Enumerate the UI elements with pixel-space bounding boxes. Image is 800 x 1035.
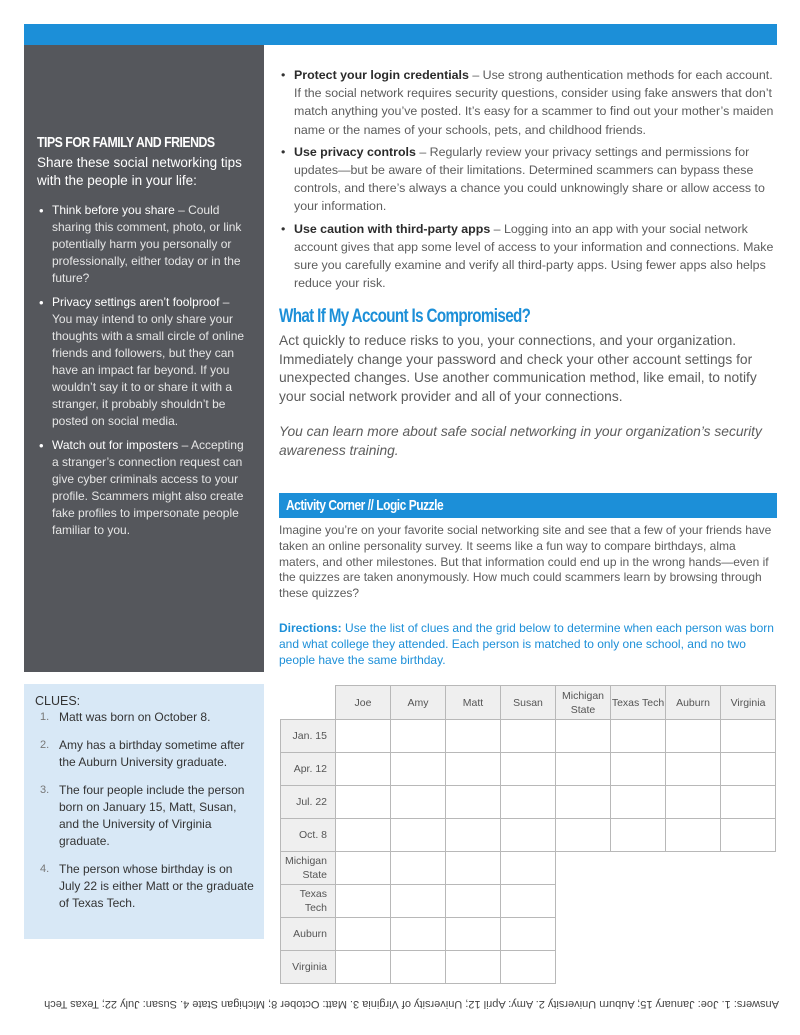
compromised-heading: What If My Account Is Compromised? [279,306,531,328]
grid-cell[interactable] [390,785,446,819]
answer-key: Answers: 1. Joe: January 15; Auburn University 2. Amy: April 12; University of Virginia 3. Matt: October 8; Michigan State 4. Susan: July 22; Texas Tech [44,998,779,1010]
clue-item: 2. Amy has a birthday sometime after the Auburn University graduate. [40,738,245,769]
grid-row-header: Auburn [280,917,336,951]
header-accent-bar [24,24,777,45]
grid-row-header: Apr. 12 [280,752,336,786]
grid-cell[interactable] [445,752,501,786]
clue-item: 3. The four people include the person born on January 15, Matt, Susan, and the University of Virginia graduate. [40,783,245,848]
sidebar-subtitle: Share these social networking tips with the people in your life: [37,155,242,188]
grid-row-header: Texas Tech [280,884,336,918]
grid-column-header: Virginia [720,685,776,720]
grid-cell[interactable] [335,785,391,819]
grid-row-header: Michigan State [280,851,336,885]
grid-cell[interactable] [720,719,776,753]
activity-header [279,493,777,518]
grid-cell[interactable] [665,719,721,753]
grid-column-header: Michigan State [555,685,611,720]
grid-cell[interactable] [500,752,556,786]
grid-cell[interactable] [335,917,391,951]
tip-item: • Think before you share – Could sharing this comment, photo, or link potentially harm you personally or professionally, either today or in the future? [37,202,251,287]
compromised-body: Act quickly to reduce risks to you, your connections, and your organization. Immediately change your password and check your other account settings for unexpected changes. Use another communication method, like email, to notify your social network provider and all of your connections. [279,333,757,404]
grid-cell[interactable] [500,785,556,819]
grid-cell[interactable] [610,752,666,786]
grid-cell[interactable] [500,950,556,984]
bullet-item: • Use privacy controls – Regularly review your privacy settings and permissions for updates—but be aware of their limitations. Determined scammers can bypass these controls, and there’s always a chance you could unknowingly share or allow access to your information. [279,143,777,216]
grid-cell[interactable] [665,752,721,786]
grid-column-header: Texas Tech [610,685,666,720]
grid-cell[interactable] [720,785,776,819]
main-column [279,66,777,460]
grid-cell[interactable] [500,818,556,852]
grid-row-header: Virginia [280,950,336,984]
grid-cell[interactable] [720,752,776,786]
grid-cell[interactable] [390,719,446,753]
safety-bullets [279,66,777,292]
sidebar-title: TIPS FOR FAMILY AND FRIENDS [37,134,215,151]
clue-item: 1. Matt was born on October 8. [40,710,211,724]
training-note: You can learn more about safe social networking in your organization’s security awareness training. [279,424,762,459]
grid-cell[interactable] [335,719,391,753]
grid-cell[interactable] [445,884,501,918]
bullet-item: • Protect your login credentials – Use strong authentication methods for each account. If the social network requires security questions, consider using fake answers that don’t match anything you’ve posted. It’s easy for a scammer to find out your mother’s maiden name or the names of your schools, pets, and childhood friends. [279,66,777,139]
tips-list [37,202,251,539]
bullet-item: • Use caution with third-party apps – Logging into an app with your social network account gives that app some level of access to your information and connections. Make sure you carefully examine and verify all third-party apps. Using fewer apps also helps reduce your risk. [279,220,777,293]
grid-cell[interactable] [445,917,501,951]
grid-cell[interactable] [665,818,721,852]
grid-row-header: Jul. 22 [280,785,336,819]
activity-title: Activity Corner // Logic Puzzle [286,497,444,514]
grid-cell[interactable] [335,818,391,852]
grid-cell[interactable] [445,719,501,753]
grid-cell[interactable] [445,851,501,885]
grid-cell[interactable] [390,752,446,786]
tips-sidebar [24,45,264,672]
grid-cell[interactable] [335,752,391,786]
grid-cell[interactable] [500,917,556,951]
puzzle-intro: Imagine you’re on your favorite social networking site and see that a few of your friends have taken an online personality survey. It seems like a fun way to compare birthdays, alma maters, and other milestones. But that information could end up in the wrong hands—even if the quizzes are taken anonymously. How much could scammers learn by browsing through these quizzes? [279,523,772,601]
grid-cell[interactable] [445,950,501,984]
clues-title: CLUES: [35,694,81,708]
grid-cell[interactable] [555,719,611,753]
grid-cell[interactable] [390,851,446,885]
grid-cell[interactable] [555,752,611,786]
grid-cell[interactable] [720,818,776,852]
grid-cell[interactable] [500,719,556,753]
grid-cell[interactable] [610,818,666,852]
grid-cell[interactable] [390,917,446,951]
grid-cell[interactable] [335,950,391,984]
tip-item: • Watch out for imposters – Accepting a stranger’s connection request can give cyber criminals access to your profile. Scammers might also create fake profiles to impersonate people familiar to you. [37,437,251,539]
grid-cell[interactable] [335,851,391,885]
grid-cell[interactable] [610,719,666,753]
tip-item: • Privacy settings aren’t foolproof – You may intend to only share your thoughts with a small circle of online friends and followers, but they can have an impact far beyond. If you wouldn’t say it to or share it with a stranger, it probably shouldn’t be posted on social media. [37,294,251,430]
grid-cell[interactable] [500,851,556,885]
grid-cell[interactable] [445,785,501,819]
grid-cell[interactable] [610,785,666,819]
grid-column-header: Auburn [665,685,721,720]
grid-row-header: Oct. 8 [280,818,336,852]
grid-column-header: Amy [390,685,446,720]
grid-cell[interactable] [555,785,611,819]
grid-column-header: Joe [335,685,391,720]
grid-cell[interactable] [555,818,611,852]
grid-cell[interactable] [390,818,446,852]
grid-cell[interactable] [500,884,556,918]
grid-cell[interactable] [390,950,446,984]
grid-cell[interactable] [445,818,501,852]
grid-column-header: Susan [500,685,556,720]
clues-box [24,684,264,939]
grid-cell[interactable] [390,884,446,918]
clue-list [35,709,254,912]
grid-cell[interactable] [335,884,391,918]
grid-cell[interactable] [665,785,721,819]
grid-row-header: Jan. 15 [280,719,336,753]
clue-item: 4. The person whose birthday is on July 22 is either Matt or the graduate of Texas Tech. [40,862,254,910]
puzzle-directions: Directions: Use the list of clues and the grid below to determine when each person was born and what college they attended. Each person is matched to only one school, and no two people have the same birthday. [279,621,774,667]
grid-column-header: Matt [445,685,501,720]
